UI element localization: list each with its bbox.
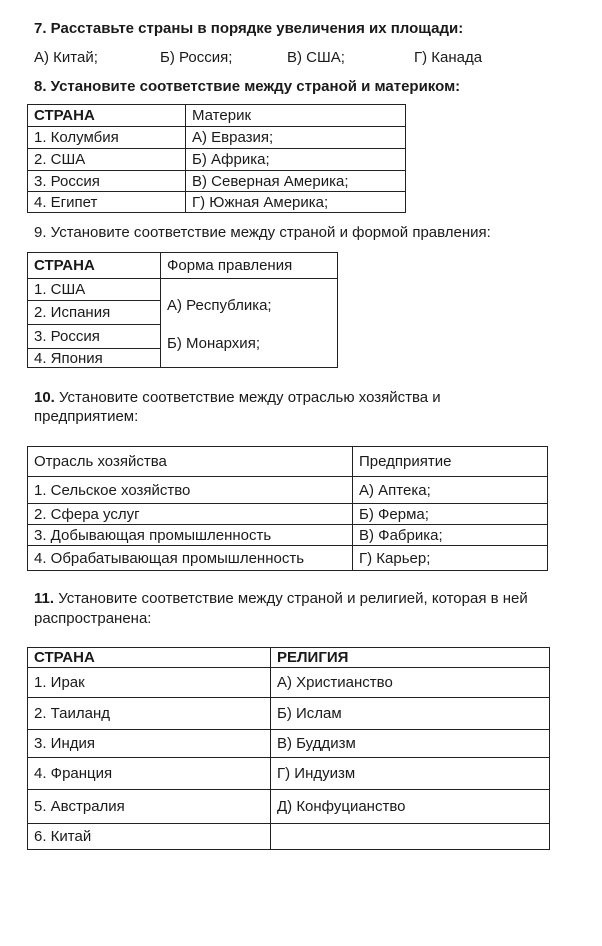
q11-religion: А) Христианство <box>271 668 550 698</box>
q11-header-religion: РЕЛИГИЯ <box>271 648 550 668</box>
q8-country: 2. США <box>28 149 186 171</box>
q8-country: 1. Колумбия <box>28 127 186 149</box>
table-row <box>28 504 548 525</box>
table-row <box>28 698 550 730</box>
table-row <box>28 127 406 149</box>
q8-header-continent: Материк <box>186 105 406 127</box>
q9-header-form: Форма правления <box>161 253 338 279</box>
q9-country: 1. США <box>28 279 161 301</box>
q11-country: 5. Австралия <box>28 790 271 824</box>
q7-option-d: Г) Канада <box>414 49 483 66</box>
q11-religion: Г) Индуизм <box>271 758 550 790</box>
q10-sector: 3. Добывающая промышленность <box>28 525 353 546</box>
table-header-row <box>28 105 406 127</box>
q8-continent: Б) Африка; <box>186 149 406 171</box>
table-header-row <box>28 447 548 477</box>
table-row <box>28 192 406 213</box>
q11-title-line1: Установите соответствие между страной и религией, которая в ней <box>54 590 528 607</box>
q11-title <box>34 589 528 629</box>
q9-form-republic: А) Республика; <box>167 297 272 314</box>
q7-option-c: В) США; <box>287 49 345 66</box>
q10-enterprise: В) Фабрика; <box>353 525 548 546</box>
q8-title: 8. Установите соответствие между страной и материком: <box>34 78 461 95</box>
table-row <box>28 279 338 301</box>
q11-religion: Б) Ислам <box>271 698 550 730</box>
table-row <box>28 525 548 546</box>
table-row <box>28 477 548 504</box>
q11-header-country: СТРАНА <box>28 648 271 668</box>
q11-country: 2. Таиланд <box>28 698 271 730</box>
q10-header-enterprise: Предприятие <box>353 447 548 477</box>
table-row <box>28 730 550 758</box>
q11-country: 6. Китай <box>28 824 271 850</box>
table-row <box>28 546 548 571</box>
q10-title-line1: Установите соответствие между отраслью хозяйства и <box>54 389 441 406</box>
q10-sector: 1. Сельское хозяйство <box>28 477 353 504</box>
q11-religion: Д) Конфуцианство <box>271 790 550 824</box>
q10-sector: 2. Сфера услуг <box>28 504 353 525</box>
q7-option-a: А) Китай; <box>34 49 98 66</box>
q7-option-b: Б) Россия; <box>160 49 233 66</box>
q9-country: 4. Япония <box>28 349 161 368</box>
table-row <box>28 824 550 850</box>
table-header-row <box>28 648 550 668</box>
table-header-row <box>28 253 338 279</box>
q9-country: 2. Испания <box>28 301 161 325</box>
table-row <box>28 149 406 171</box>
q9-form-monarchy: Б) Монархия; <box>167 335 260 352</box>
q9-country: 3. Россия <box>28 325 161 349</box>
q9-title: 9. Установите соответствие между страной и формой правления: <box>34 224 491 241</box>
q9-forms-cell <box>161 279 338 368</box>
q8-table <box>27 104 406 213</box>
q11-religion <box>271 824 550 850</box>
q8-continent: Г) Южная Америка; <box>186 192 406 213</box>
q11-country: 4. Франция <box>28 758 271 790</box>
q8-continent: А) Евразия; <box>186 127 406 149</box>
q11-religion: В) Буддизм <box>271 730 550 758</box>
q9-header-country: СТРАНА <box>28 253 161 279</box>
q11-number: 11. <box>34 590 55 607</box>
q10-table <box>27 446 548 571</box>
table-row <box>28 668 550 698</box>
q7-title: 7. Расставьте страны в порядке увеличения их площади: <box>34 20 464 37</box>
q11-country: 1. Ирак <box>28 668 271 698</box>
q9-table <box>27 252 338 368</box>
q10-title <box>34 388 441 426</box>
q11-title-line2: распространена: <box>34 610 152 627</box>
q8-country: 3. Россия <box>28 171 186 192</box>
q11-country: 3. Индия <box>28 730 271 758</box>
table-row <box>28 758 550 790</box>
q7-options <box>34 49 594 69</box>
q10-enterprise: А) Аптека; <box>353 477 548 504</box>
q10-enterprise: Г) Карьер; <box>353 546 548 571</box>
q10-title-line2: предприятием: <box>34 408 139 425</box>
q8-country: 4. Египет <box>28 192 186 213</box>
table-row <box>28 171 406 192</box>
q10-number: 10. <box>34 389 55 406</box>
q8-continent: В) Северная Америка; <box>186 171 406 192</box>
q8-header-country: СТРАНА <box>28 105 186 127</box>
q10-header-sector: Отрасль хозяйства <box>28 447 353 477</box>
q10-sector: 4. Обрабатывающая промышленность <box>28 546 353 571</box>
table-row <box>28 790 550 824</box>
q10-enterprise: Б) Ферма; <box>353 504 548 525</box>
q11-table <box>27 647 550 850</box>
